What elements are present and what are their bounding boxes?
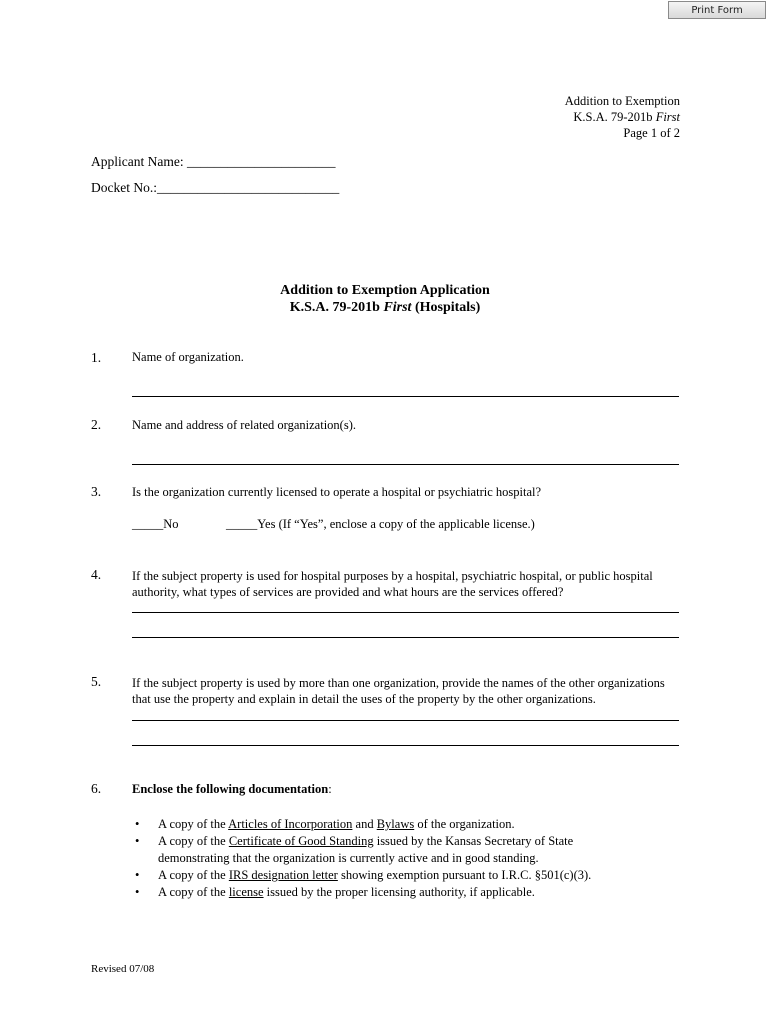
docket-number-field[interactable]: Docket No.:___________________________ <box>91 180 340 195</box>
option-no-field[interactable]: _____No <box>132 517 179 531</box>
question-number: 6. <box>91 781 102 796</box>
answer-line[interactable] <box>132 612 679 613</box>
list-item: • A copy of the Certificate of Good Standing issued by the Kansas Secretary of State demonstrating that the organization is currently active and in good standing. <box>135 834 574 865</box>
question-number: 1. <box>91 350 102 365</box>
header-page-number: Page 1 of 2 <box>623 126 680 140</box>
question-number: 5. <box>91 674 102 689</box>
option-yes-field[interactable]: _____Yes (If “Yes”, enclose a copy of the applicable license.) <box>226 517 535 531</box>
revision-note: Revised 07/08 <box>91 963 155 975</box>
header-block <box>460 93 680 141</box>
title-line1: Addition to Exemption Application <box>280 283 490 298</box>
answer-line[interactable] <box>132 464 679 465</box>
answer-line[interactable] <box>132 637 679 638</box>
answer-line[interactable] <box>132 720 679 721</box>
form-title <box>0 282 770 316</box>
list-item: • A copy of the IRS designation letter showing exemption pursuant to I.R.C. §501(c)(3). <box>135 868 592 882</box>
list-item: • A copy of the license issued by the proper licensing authority, if applicable. <box>135 885 535 899</box>
bullet-icon: • <box>135 868 140 882</box>
question-number: 3. <box>91 484 102 499</box>
question-5-text: If the subject property is used by more than one organization, provide the names of the other organizations that use the property and explain in detail the uses of the property by the other organizations. <box>132 676 665 706</box>
question-number: 4. <box>91 567 102 582</box>
bullet-icon: • <box>135 885 140 899</box>
question-1-text: Name of organization. <box>132 350 244 364</box>
answer-line[interactable] <box>132 745 679 746</box>
header-line1: Addition to Exemption <box>564 94 680 108</box>
bullet-icon: • <box>135 834 140 848</box>
documentation-list <box>132 816 692 901</box>
question-number: 2. <box>91 417 102 432</box>
bullet-icon: • <box>135 817 140 831</box>
question-6-heading: Enclose the following documentation: <box>132 782 332 796</box>
header-line2: K.S.A. 79-201b First <box>573 110 680 124</box>
question-2-text: Name and address of related organization(s). <box>132 418 356 432</box>
applicant-name-field[interactable]: Applicant Name: ______________________ <box>91 154 336 169</box>
answer-line[interactable] <box>132 396 679 397</box>
question-3-text: Is the organization currently licensed to operate a hospital or psychiatric hospital? <box>132 485 542 499</box>
title-line2: K.S.A. 79-201b First (Hospitals) <box>289 300 481 315</box>
list-item: • A copy of the Articles of Incorporation and Bylaws of the organization. <box>135 817 515 831</box>
print-form-button[interactable]: Print Form <box>668 1 766 19</box>
question-4-text: If the subject property is used for hospital purposes by a hospital, psychiatric hospital, or public hospital authority, what types of services are provided and what hours are the services offered? <box>132 569 653 599</box>
